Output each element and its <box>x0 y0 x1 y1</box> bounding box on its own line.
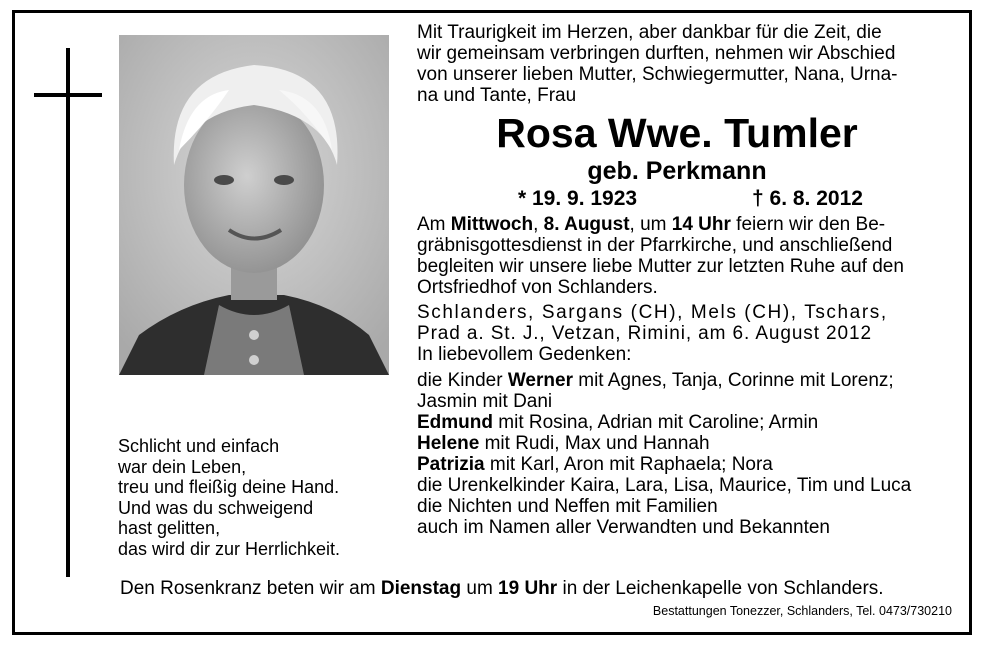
funeral-line: Ortsfriedhof von Schlanders. <box>417 277 658 298</box>
poem-line: war dein Leben, <box>118 456 247 477</box>
intro-text <box>417 22 937 106</box>
places-line: Prad a. St. J., Vetzan, Rimini, am 6. August 2012 <box>417 323 872 344</box>
portrait-photo <box>119 35 389 375</box>
intro-line: wir gemeinsam verbringen durften, nehmen wir Abschied <box>417 43 896 64</box>
funeral-line: Am Mittwoch, 8. August, um 14 Uhr feiern wir den Be- <box>417 214 886 235</box>
funeral-line: gräbnisgottesdienst in der Pfarrkirche, und anschließend <box>417 235 893 256</box>
mourner-line: Jasmin mit Dani <box>417 391 553 412</box>
rosary-line: Den Rosenkranz beten wir am Dienstag um 19 Uhr in der Leichenkapelle von Schlanders. <box>120 578 884 599</box>
poem-line: hast gelitten, <box>118 518 221 538</box>
mourner-line: die Nichten und Neffen mit Familien <box>417 496 718 517</box>
poem-line: treu und fleißig deine Hand. <box>118 477 340 497</box>
intro-line: Mit Traurigkeit im Herzen, aber dankbar für die Zeit, die <box>417 22 882 43</box>
mourner-line: die Kinder Werner mit Agnes, Tanja, Corinne mit Lorenz; <box>417 370 894 391</box>
poem-line: Und was du schweigend <box>118 497 314 518</box>
funeral-text <box>417 214 911 538</box>
funeral-home-credit: Bestattungen Tonezzer, Schlanders, Tel. 0473/730210 <box>652 604 952 618</box>
cross-icon-bar <box>34 93 102 97</box>
mourner-line: die Urenkelkinder Kaira, Lara, Lisa, Maurice, Tim und Luca <box>417 475 912 496</box>
mourner-line: Helene mit Rudi, Max und Hannah <box>417 433 710 454</box>
places-line: Schlanders, Sargans (CH), Mels (CH), Tschars, <box>417 302 888 323</box>
death-date: † 6. 8. 2012 <box>752 187 863 210</box>
poem <box>118 436 340 559</box>
maiden-name: geb. Perkmann <box>587 157 767 185</box>
deceased-name: Rosa Wwe. Tumler <box>496 110 858 156</box>
poem-line: Schlicht und einfach <box>118 436 280 456</box>
mourner-line: Patrizia mit Karl, Aron mit Raphaela; Nora <box>417 454 773 475</box>
mourner-line: Edmund mit Rosina, Adrian mit Caroline; Armin <box>417 412 819 433</box>
intro-line: von unserer lieben Mutter, Schwiegermutter, Nana, Urna- <box>417 64 898 85</box>
birth-date: * 19. 9. 1923 <box>518 187 638 210</box>
intro-line: na und Tante, Frau <box>417 85 577 106</box>
poem-line: das wird dir zur Herrlichkeit. <box>118 538 341 559</box>
funeral-line: begleiten wir unsere liebe Mutter zur letzten Ruhe auf den <box>417 256 904 277</box>
cross-icon <box>66 48 70 577</box>
memory-line: In liebevollem Gedenken: <box>417 344 632 365</box>
mourner-line: auch im Namen aller Verwandten und Bekannten <box>417 517 830 538</box>
